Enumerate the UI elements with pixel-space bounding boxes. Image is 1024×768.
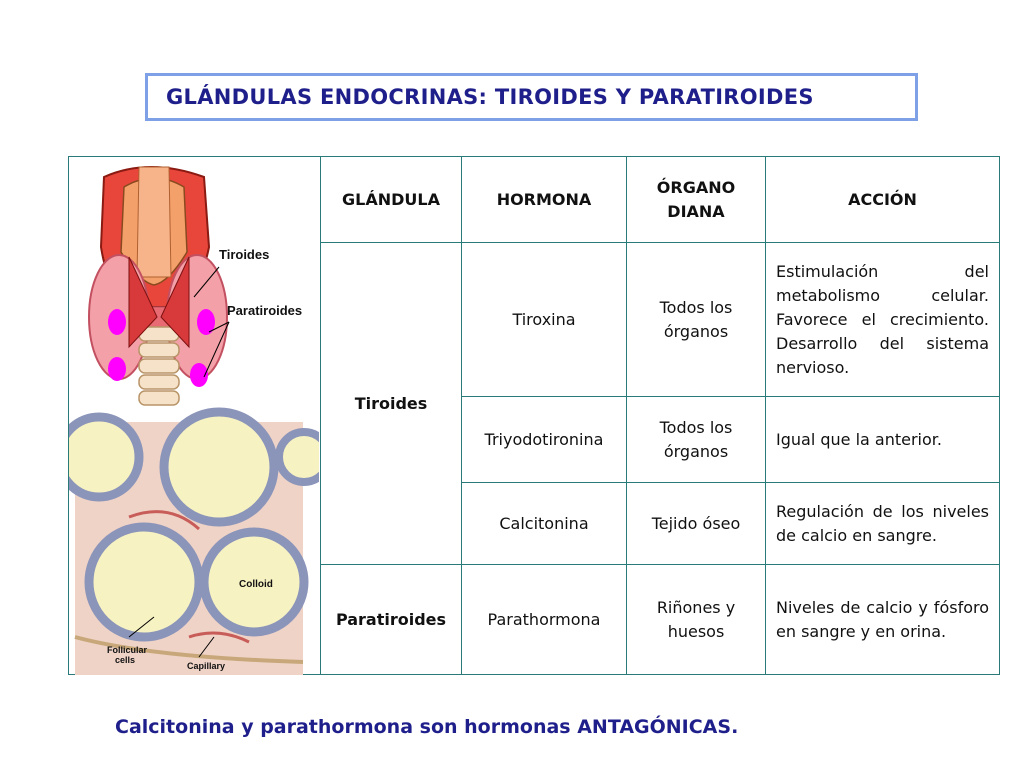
- label-cells: cells: [115, 655, 136, 665]
- hormona-cell: Triyodotironina: [462, 397, 627, 483]
- label-paratiroides: Paratiroides: [227, 303, 303, 318]
- organo-line1: Todos los: [659, 417, 733, 437]
- organo-cell: Tejido óseo: [627, 483, 766, 565]
- footer-note: Calcitonina y parathormona son hormonas ANTAGÓNICAS.: [115, 716, 739, 738]
- thyroid-histology-drawing: [69, 412, 319, 675]
- label-capillary: Capillary: [187, 661, 226, 671]
- label-colloid: Colloid: [239, 579, 273, 590]
- organo-cell: [627, 397, 766, 483]
- page-title: GLÁNDULAS ENDOCRINAS: TIROIDES Y PARATIROIDES: [166, 85, 814, 109]
- organo-line2: órganos: [663, 441, 729, 461]
- header-organo-diana: [627, 157, 766, 243]
- accion-cell: Igual que la anterior.: [766, 397, 1000, 483]
- header-glandula: GLÁNDULA: [321, 157, 462, 243]
- organo-line1: Riñones y: [656, 597, 736, 617]
- organo-line1: Todos los: [659, 297, 733, 317]
- accion-cell: Regulación de los niveles de calcio en sangre.: [766, 483, 1000, 565]
- illustration-cell: [69, 157, 321, 675]
- organo-line2: huesos: [667, 621, 725, 641]
- endocrine-table: [68, 156, 1000, 675]
- hormona-cell: Tiroxina: [462, 243, 627, 397]
- gland-tiroides: Tiroides: [321, 243, 462, 565]
- accion-cell: Niveles de calcio y fósforo en sangre y en orina.: [766, 565, 1000, 675]
- label-tiroides: Tiroides: [219, 247, 270, 262]
- hormona-cell: Parathormona: [462, 565, 627, 675]
- header-accion: ACCIÓN: [766, 157, 1000, 243]
- header-organo-line2: DIANA: [667, 201, 725, 221]
- page-title-box: [145, 73, 918, 121]
- thyroid-anatomy-drawing: [89, 167, 302, 405]
- header-organo-line1: ÓRGANO: [656, 177, 736, 197]
- organo-cell: [627, 243, 766, 397]
- parathyroid-marker: [108, 309, 126, 335]
- hormona-cell: Calcitonina: [462, 483, 627, 565]
- header-row: [69, 157, 1000, 243]
- label-follicular: Follicular: [107, 645, 148, 655]
- organo-cell: [627, 565, 766, 675]
- header-hormona: HORMONA: [462, 157, 627, 243]
- thyroid-illustration: [69, 157, 319, 675]
- accion-cell: Estimulación del metabolismo celular. Favorece el crecimiento. Desarrollo del sistema nervioso.: [766, 243, 1000, 397]
- gland-paratiroides: Paratiroides: [321, 565, 462, 675]
- organo-line2: órganos: [663, 321, 729, 341]
